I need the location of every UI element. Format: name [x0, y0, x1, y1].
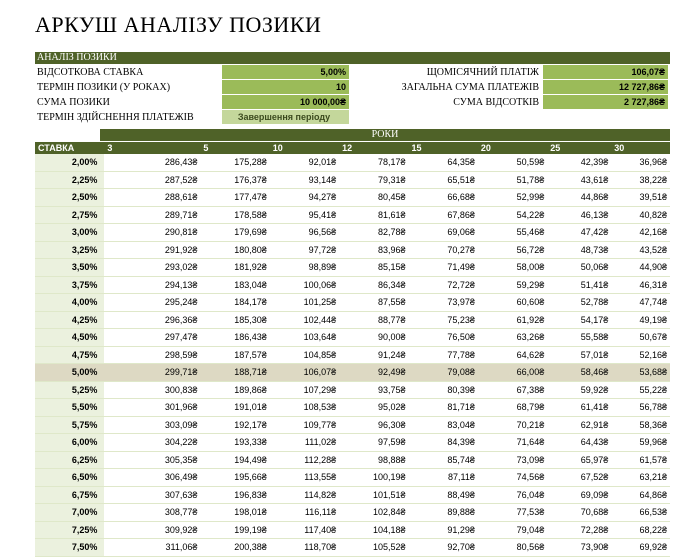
loan-term-label: ТЕРМІН ПОЗИКИ (У РОКАХ) — [37, 82, 171, 93]
years-header-band: РОКИ — [100, 129, 670, 141]
loan-amount-label: СУМА ПОЗИКИ — [37, 97, 110, 108]
payment-cell[interactable]: 111,02₴ — [270, 434, 339, 452]
payment-cell[interactable]: 46,13₴ — [547, 206, 611, 224]
payment-cell[interactable]: 68,79₴ — [478, 399, 547, 417]
payment-cell[interactable]: 118,70₴ — [270, 539, 339, 557]
payment-cell[interactable]: 81,61₴ — [339, 206, 408, 224]
payment-cell[interactable]: 106,07₴ — [270, 364, 339, 382]
payment-cell[interactable]: 56,72₴ — [478, 241, 547, 259]
payment-cell[interactable]: 69,09₴ — [547, 486, 611, 504]
payment-cell[interactable]: 47,74₴ — [611, 294, 670, 312]
payment-cell[interactable]: 101,25₴ — [270, 294, 339, 312]
payment-cell[interactable]: 294,13₴ — [104, 276, 200, 294]
year-column-header: 25 — [547, 142, 611, 154]
payment-cell[interactable]: 64,62₴ — [478, 346, 547, 364]
payment-cell[interactable]: 50,67₴ — [611, 329, 670, 347]
payment-cell[interactable]: 94,27₴ — [270, 189, 339, 207]
payment-cell[interactable]: 47,42₴ — [547, 224, 611, 242]
payment-cell[interactable]: 68,22₴ — [611, 521, 670, 539]
analysis-row-2 — [35, 80, 670, 95]
rate-cell[interactable]: 2,25% — [35, 171, 104, 189]
payment-cell[interactable]: 287,52₴ — [104, 171, 200, 189]
year-column-header: 5 — [200, 142, 269, 154]
rate-cell[interactable]: 5,50% — [35, 399, 104, 417]
payment-cell[interactable]: 108,53₴ — [270, 399, 339, 417]
payment-cell[interactable]: 71,49₴ — [408, 259, 477, 277]
payment-cell[interactable]: 308,77₴ — [104, 504, 200, 522]
rate-cell[interactable]: 5,75% — [35, 416, 104, 434]
loan-term-cell[interactable]: 10 — [222, 80, 349, 95]
payment-cell[interactable]: 46,31₴ — [611, 276, 670, 294]
payment-timing-label: ТЕРМІН ЗДІЙСНЕННЯ ПЛАТЕЖІВ — [37, 112, 194, 123]
total-payments-label: ЗАГАЛЬНА СУМА ПЛАТЕЖІВ — [401, 82, 539, 93]
payment-cell[interactable]: 101,51₴ — [339, 486, 408, 504]
payment-cell[interactable]: 105,52₴ — [339, 539, 408, 557]
payment-cell[interactable]: 90,00₴ — [339, 329, 408, 347]
payment-cell[interactable]: 79,04₴ — [478, 521, 547, 539]
payment-cell[interactable]: 195,66₴ — [200, 469, 269, 487]
payment-cell[interactable]: 83,04₴ — [408, 416, 477, 434]
payment-cell[interactable]: 290,81₴ — [104, 224, 200, 242]
payment-cell[interactable]: 301,96₴ — [104, 399, 200, 417]
payment-cell[interactable]: 299,71₴ — [104, 364, 200, 382]
payment-cell[interactable]: 77,78₴ — [408, 346, 477, 364]
rate-column-header: СТАВКА — [35, 142, 104, 154]
payment-cell[interactable]: 58,36₴ — [611, 416, 670, 434]
payment-cell[interactable]: 116,11₴ — [270, 504, 339, 522]
payment-cell[interactable]: 79,31₴ — [339, 171, 408, 189]
payment-cell[interactable]: 87,55₴ — [339, 294, 408, 312]
analysis-row-1 — [35, 65, 670, 80]
payment-cell[interactable]: 67,38₴ — [478, 381, 547, 399]
payment-cell[interactable]: 85,74₴ — [408, 451, 477, 469]
year-column-header: 15 — [408, 142, 477, 154]
payment-cell[interactable]: 56,78₴ — [611, 399, 670, 417]
rate-cell[interactable]: 3,50% — [35, 259, 104, 277]
payment-cell[interactable]: 117,40₴ — [270, 521, 339, 539]
payment-cell[interactable]: 64,35₴ — [408, 154, 477, 171]
payment-cell[interactable]: 196,83₴ — [200, 486, 269, 504]
rate-cell[interactable]: 7,25% — [35, 521, 104, 539]
payment-cell[interactable]: 107,29₴ — [270, 381, 339, 399]
interest-total-label: СУМА ВІДСОТКІВ — [453, 97, 539, 108]
payment-cell[interactable]: 191,01₴ — [200, 399, 269, 417]
payment-cell[interactable]: 97,72₴ — [270, 241, 339, 259]
payment-cell[interactable]: 75,23₴ — [408, 311, 477, 329]
rate-cell[interactable]: 7,50% — [35, 539, 104, 557]
payment-cell[interactable]: 88,49₴ — [408, 486, 477, 504]
rate-cell[interactable]: 5,00% — [35, 364, 104, 382]
payment-cell[interactable]: 65,51₴ — [408, 171, 477, 189]
payment-cell[interactable]: 61,41₴ — [547, 399, 611, 417]
payment-cell[interactable]: 305,35₴ — [104, 451, 200, 469]
payment-cell[interactable]: 95,41₴ — [270, 206, 339, 224]
payment-cell[interactable]: 87,11₴ — [408, 469, 477, 487]
payment-cell[interactable]: 77,53₴ — [478, 504, 547, 522]
payment-cell[interactable]: 109,77₴ — [270, 416, 339, 434]
table-row — [35, 259, 670, 277]
payment-cell[interactable]: 51,78₴ — [478, 171, 547, 189]
table-row — [35, 241, 670, 259]
rate-cell[interactable]: 6,25% — [35, 451, 104, 469]
payment-cell[interactable]: 50,06₴ — [547, 259, 611, 277]
rate-cell[interactable]: 4,00% — [35, 294, 104, 312]
payment-cell[interactable]: 70,27₴ — [408, 241, 477, 259]
payment-cell[interactable]: 49,19₴ — [611, 311, 670, 329]
table-row — [35, 469, 670, 487]
payment-cell[interactable]: 176,37₴ — [200, 171, 269, 189]
payment-cell[interactable]: 95,02₴ — [339, 399, 408, 417]
payment-cell[interactable]: 102,84₴ — [339, 504, 408, 522]
payment-cell[interactable]: 71,64₴ — [478, 434, 547, 452]
payment-cell[interactable]: 43,52₴ — [611, 241, 670, 259]
table-row — [35, 399, 670, 417]
table-row — [35, 189, 670, 207]
payment-cell[interactable]: 86,34₴ — [339, 276, 408, 294]
table-row — [35, 504, 670, 522]
payment-cell[interactable]: 61,92₴ — [478, 311, 547, 329]
payment-cell[interactable]: 52,99₴ — [478, 189, 547, 207]
payment-cell[interactable]: 89,88₴ — [408, 504, 477, 522]
payment-cell[interactable]: 297,47₴ — [104, 329, 200, 347]
payment-cell[interactable]: 300,83₴ — [104, 381, 200, 399]
payment-cell[interactable]: 57,01₴ — [547, 346, 611, 364]
payment-cell[interactable]: 67,86₴ — [408, 206, 477, 224]
payment-cell[interactable]: 88,77₴ — [339, 311, 408, 329]
payment-cell[interactable]: 179,69₴ — [200, 224, 269, 242]
payment-cell[interactable]: 113,55₴ — [270, 469, 339, 487]
table-row — [35, 276, 670, 294]
year-column-header: 30 — [611, 142, 670, 154]
monthly-payment-label: ЩОМІСЯЧНИЙ ПЛАТІЖ — [426, 67, 539, 78]
payment-cell[interactable]: 181,92₴ — [200, 259, 269, 277]
payment-cell[interactable]: 92,70₴ — [408, 539, 477, 557]
table-row — [35, 434, 670, 452]
payment-cell[interactable]: 96,56₴ — [270, 224, 339, 242]
payment-cell[interactable]: 309,92₴ — [104, 521, 200, 539]
payment-cell[interactable]: 67,52₴ — [547, 469, 611, 487]
payment-cell[interactable]: 63,26₴ — [478, 329, 547, 347]
payment-cell[interactable]: 36,96₴ — [611, 154, 670, 171]
payment-cell[interactable]: 42,39₴ — [547, 154, 611, 171]
interest-rate-label: ВІДСОТКОВА СТАВКА — [37, 67, 144, 78]
payment-cell[interactable]: 92,49₴ — [339, 364, 408, 382]
payment-cell[interactable]: 80,56₴ — [478, 539, 547, 557]
payment-cell[interactable]: 291,92₴ — [104, 241, 200, 259]
payment-cell[interactable]: 59,96₴ — [611, 434, 670, 452]
payment-cell[interactable]: 91,29₴ — [408, 521, 477, 539]
payment-cell[interactable]: 74,56₴ — [478, 469, 547, 487]
year-column-header: 10 — [270, 142, 339, 154]
rate-cell[interactable]: 4,25% — [35, 311, 104, 329]
payment-cell[interactable]: 183,04₴ — [200, 276, 269, 294]
payment-cell[interactable]: 98,89₴ — [270, 259, 339, 277]
table-body — [35, 154, 670, 556]
payment-cell[interactable]: 200,38₴ — [200, 539, 269, 557]
loan-analysis-block — [35, 52, 670, 125]
loan-amount-cell[interactable]: 10 000,00₴ — [222, 95, 349, 110]
payment-cell[interactable]: 73,97₴ — [408, 294, 477, 312]
payment-cell[interactable]: 303,09₴ — [104, 416, 200, 434]
payment-cell[interactable]: 72,28₴ — [547, 521, 611, 539]
payment-cell[interactable]: 42,16₴ — [611, 224, 670, 242]
payment-cell[interactable]: 40,82₴ — [611, 206, 670, 224]
payment-cell[interactable]: 38,22₴ — [611, 171, 670, 189]
payment-cell[interactable]: 189,86₴ — [200, 381, 269, 399]
table-row — [35, 486, 670, 504]
payment-cell[interactable]: 100,06₴ — [270, 276, 339, 294]
payment-cell[interactable]: 52,78₴ — [547, 294, 611, 312]
payment-cell[interactable]: 112,28₴ — [270, 451, 339, 469]
table-row — [35, 539, 670, 557]
payment-cell[interactable]: 72,72₴ — [408, 276, 477, 294]
payment-cell[interactable]: 44,90₴ — [611, 259, 670, 277]
table-row — [35, 171, 670, 189]
payment-cell[interactable]: 64,86₴ — [611, 486, 670, 504]
payment-cell[interactable]: 62,91₴ — [547, 416, 611, 434]
interest-rate-cell[interactable]: 5,00% — [222, 65, 349, 80]
payment-cell[interactable]: 73,09₴ — [478, 451, 547, 469]
payment-cell[interactable]: 178,58₴ — [200, 206, 269, 224]
payment-cell[interactable]: 44,86₴ — [547, 189, 611, 207]
table-row — [35, 381, 670, 399]
total-payments-cell[interactable]: 12 727,86₴ — [543, 80, 668, 95]
payment-cell[interactable]: 298,59₴ — [104, 346, 200, 364]
rate-cell[interactable]: 6,75% — [35, 486, 104, 504]
payment-cell[interactable]: 93,14₴ — [270, 171, 339, 189]
year-column-header: 20 — [478, 142, 547, 154]
analysis-header: АНАЛІЗ ПОЗИКИ — [35, 52, 670, 65]
payment-cell[interactable]: 188,71₴ — [200, 364, 269, 382]
payment-cell[interactable]: 80,39₴ — [408, 381, 477, 399]
rate-cell[interactable]: 4,75% — [35, 346, 104, 364]
payment-cell[interactable]: 85,15₴ — [339, 259, 408, 277]
table-row — [35, 346, 670, 364]
payment-cell[interactable]: 114,82₴ — [270, 486, 339, 504]
rate-cell[interactable]: 6,00% — [35, 434, 104, 452]
payment-cell[interactable]: 82,78₴ — [339, 224, 408, 242]
payment-cell[interactable]: 53,68₴ — [611, 364, 670, 382]
payment-cell[interactable]: 180,80₴ — [200, 241, 269, 259]
payment-cell[interactable]: 104,18₴ — [339, 521, 408, 539]
payment-cell[interactable]: 50,59₴ — [478, 154, 547, 171]
payment-cell[interactable]: 58,00₴ — [478, 259, 547, 277]
payment-cell[interactable]: 54,22₴ — [478, 206, 547, 224]
payment-cell[interactable]: 104,85₴ — [270, 346, 339, 364]
analysis-row-4 — [35, 110, 670, 125]
payment-cell[interactable]: 98,88₴ — [339, 451, 408, 469]
payment-cell[interactable]: 55,58₴ — [547, 329, 611, 347]
payment-cell[interactable]: 69,06₴ — [408, 224, 477, 242]
payment-cell[interactable]: 186,43₴ — [200, 329, 269, 347]
payment-cell[interactable]: 92,01₴ — [270, 154, 339, 171]
payment-cell[interactable]: 52,16₴ — [611, 346, 670, 364]
payment-cell[interactable]: 70,68₴ — [547, 504, 611, 522]
payment-cell[interactable]: 102,44₴ — [270, 311, 339, 329]
payment-cell[interactable]: 70,21₴ — [478, 416, 547, 434]
table-row — [35, 311, 670, 329]
payment-cell[interactable]: 286,43₴ — [104, 154, 200, 171]
payment-cell[interactable]: 76,04₴ — [478, 486, 547, 504]
payment-cell[interactable]: 288,61₴ — [104, 189, 200, 207]
payment-timing-cell[interactable]: Завершення періоду — [222, 110, 349, 125]
payment-cell[interactable]: 79,08₴ — [408, 364, 477, 382]
payment-cell[interactable]: 97,59₴ — [339, 434, 408, 452]
payment-cell[interactable]: 80,45₴ — [339, 189, 408, 207]
payment-cell[interactable]: 59,29₴ — [478, 276, 547, 294]
payment-cell[interactable]: 61,57₴ — [611, 451, 670, 469]
payment-cell[interactable]: 194,49₴ — [200, 451, 269, 469]
payment-cell[interactable]: 66,68₴ — [408, 189, 477, 207]
payment-cell[interactable]: 293,02₴ — [104, 259, 200, 277]
rate-cell[interactable]: 6,50% — [35, 469, 104, 487]
table-row — [35, 521, 670, 539]
payment-cell[interactable]: 55,22₴ — [611, 381, 670, 399]
analysis-row-3 — [35, 95, 670, 110]
payment-cell[interactable]: 51,41₴ — [547, 276, 611, 294]
year-column-header: 12 — [339, 142, 408, 154]
rate-cell[interactable]: 3,75% — [35, 276, 104, 294]
rate-cell[interactable]: 7,00% — [35, 504, 104, 522]
rate-cell[interactable]: 2,50% — [35, 189, 104, 207]
payment-table — [35, 142, 670, 557]
payment-cell[interactable]: 63,21₴ — [611, 469, 670, 487]
payment-cell[interactable]: 73,90₴ — [547, 539, 611, 557]
payment-cell[interactable]: 64,43₴ — [547, 434, 611, 452]
table-row — [35, 154, 670, 171]
rate-cell[interactable]: 4,50% — [35, 329, 104, 347]
payment-cell[interactable]: 307,63₴ — [104, 486, 200, 504]
year-column-header: 3 — [104, 142, 200, 154]
payment-cell[interactable]: 192,17₴ — [200, 416, 269, 434]
rate-cell[interactable]: 3,25% — [35, 241, 104, 259]
payment-cell[interactable]: 96,30₴ — [339, 416, 408, 434]
payment-cell[interactable]: 81,71₴ — [408, 399, 477, 417]
payment-cell[interactable]: 91,24₴ — [339, 346, 408, 364]
payment-cell[interactable]: 84,39₴ — [408, 434, 477, 452]
payment-cell[interactable]: 177,47₴ — [200, 189, 269, 207]
payment-cell[interactable]: 295,24₴ — [104, 294, 200, 312]
table-row — [35, 364, 670, 382]
payment-cell[interactable]: 39,51₴ — [611, 189, 670, 207]
payment-cell[interactable]: 59,92₴ — [547, 381, 611, 399]
rate-cell[interactable]: 2,75% — [35, 206, 104, 224]
payment-cell[interactable]: 83,96₴ — [339, 241, 408, 259]
payment-cell[interactable]: 184,17₴ — [200, 294, 269, 312]
payment-cell[interactable]: 48,73₴ — [547, 241, 611, 259]
payment-cell[interactable]: 304,22₴ — [104, 434, 200, 452]
payment-cell[interactable]: 78,17₴ — [339, 154, 408, 171]
payment-cell[interactable]: 66,00₴ — [478, 364, 547, 382]
interest-total-cell[interactable]: 2 727,86₴ — [543, 95, 668, 110]
payment-cell[interactable]: 100,19₴ — [339, 469, 408, 487]
payment-cell[interactable]: 289,71₴ — [104, 206, 200, 224]
payment-cell[interactable]: 175,28₴ — [200, 154, 269, 171]
payment-cell[interactable]: 76,50₴ — [408, 329, 477, 347]
payment-cell[interactable]: 43,61₴ — [547, 171, 611, 189]
table-row — [35, 329, 670, 347]
payment-cell[interactable]: 193,33₴ — [200, 434, 269, 452]
table-row — [35, 451, 670, 469]
payment-cell[interactable]: 55,46₴ — [478, 224, 547, 242]
payment-cell[interactable]: 296,36₴ — [104, 311, 200, 329]
payment-cell[interactable]: 185,30₴ — [200, 311, 269, 329]
payment-cell[interactable]: 66,53₴ — [611, 504, 670, 522]
payment-cell[interactable]: 54,17₴ — [547, 311, 611, 329]
payment-cell[interactable]: 103,64₴ — [270, 329, 339, 347]
sheet-title: АРКУШ АНАЛІЗУ ПОЗИКИ — [35, 12, 322, 37]
payment-cell[interactable]: 65,97₴ — [547, 451, 611, 469]
payment-cell[interactable]: 306,49₴ — [104, 469, 200, 487]
payment-cell[interactable]: 60,60₴ — [478, 294, 547, 312]
table-row — [35, 294, 670, 312]
monthly-payment-cell[interactable]: 106,07₴ — [543, 65, 668, 80]
payment-cell[interactable]: 69,92₴ — [611, 539, 670, 557]
payment-cell[interactable]: 311,06₴ — [104, 539, 200, 557]
rate-cell[interactable]: 3,00% — [35, 224, 104, 242]
payment-cell[interactable]: 198,01₴ — [200, 504, 269, 522]
payment-cell[interactable]: 58,46₴ — [547, 364, 611, 382]
table-header-row — [35, 142, 670, 154]
table-row — [35, 206, 670, 224]
table-row — [35, 416, 670, 434]
table-row — [35, 224, 670, 242]
rate-cell[interactable]: 5,25% — [35, 381, 104, 399]
payment-cell[interactable]: 199,19₴ — [200, 521, 269, 539]
payment-cell[interactable]: 187,57₴ — [200, 346, 269, 364]
payment-cell[interactable]: 93,75₴ — [339, 381, 408, 399]
rate-cell[interactable]: 2,00% — [35, 154, 104, 171]
